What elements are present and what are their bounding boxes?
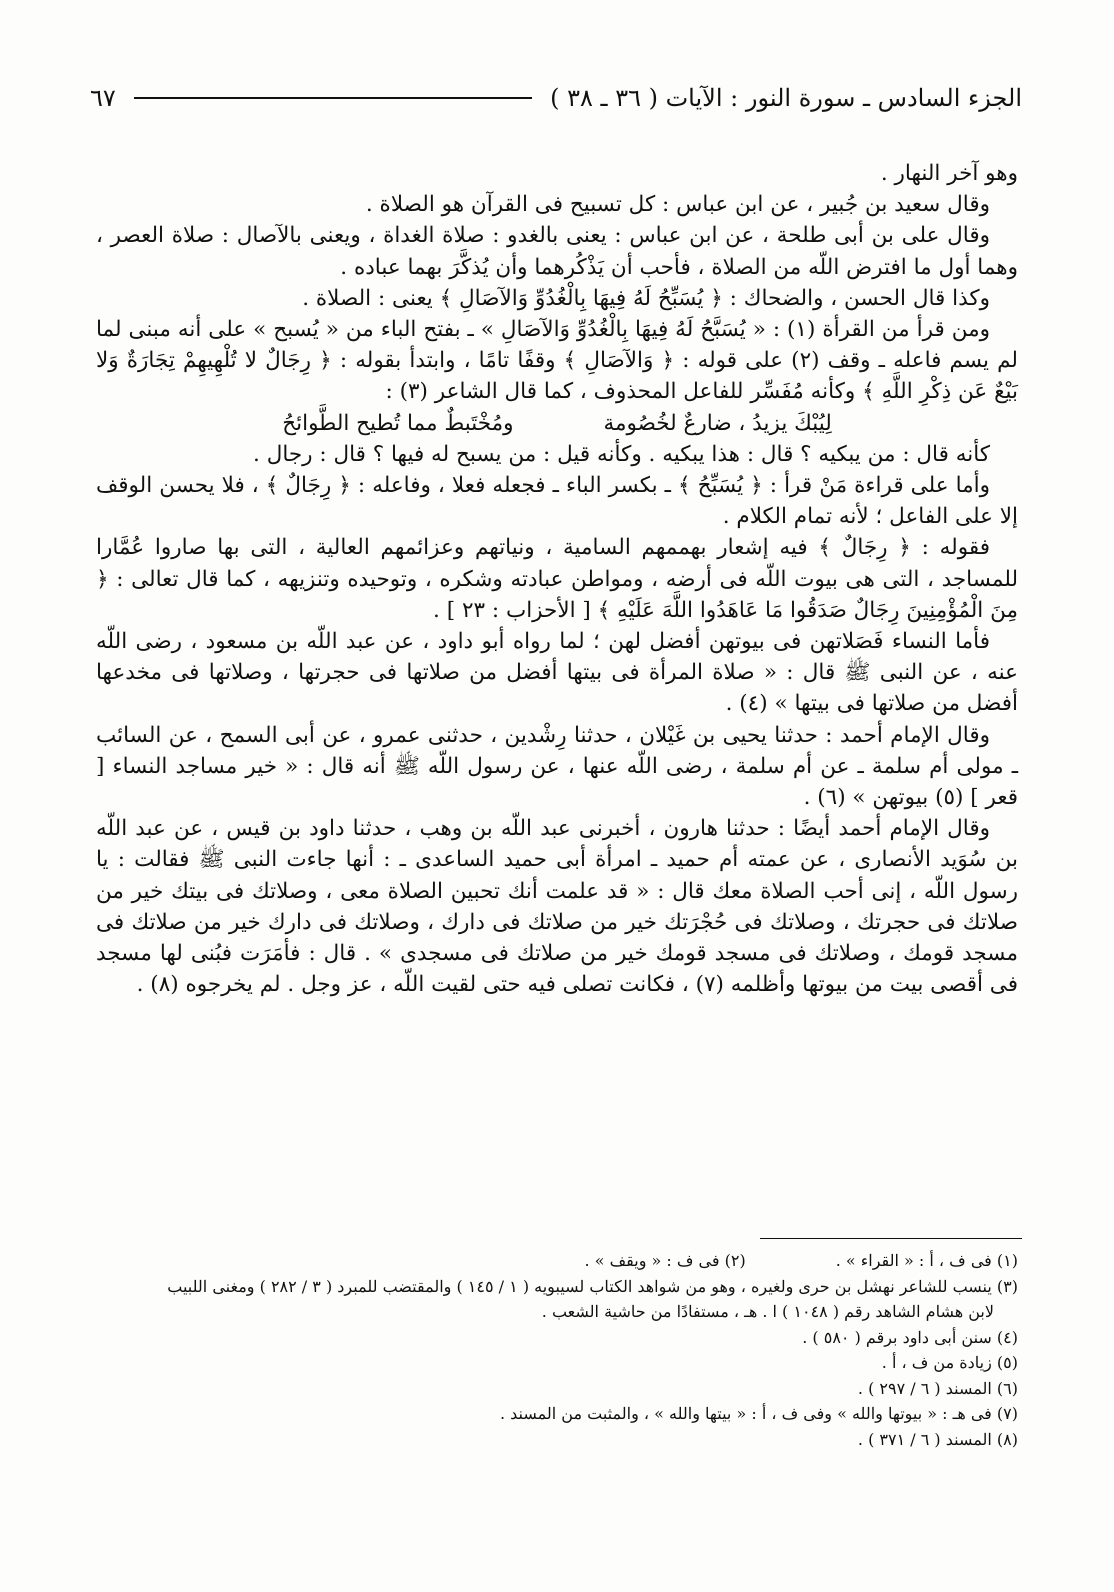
verse-second-hemistich: ومُخْتَبطٌ مما تُطيح الطَّوائحُ — [282, 410, 514, 436]
footnotes — [96, 1248, 1018, 1452]
paragraph: وهو آخر النهار . — [880, 161, 1018, 186]
paragraph: وأما على قراءة مَنْ قرأ : ﴿ يُسَبِّحُ ﴾ ـ بكسر الباء ـ فجعله فعلا ، وفاعله : ﴿ رِجَالٌ ﴾ ، فلا يحسن الوقف إلا على الفاعل ؛ لأنه تمام الكلام . — [96, 473, 1018, 530]
paragraph: وقال سعيد بن جُبير ، عن ابن عباس : كل تسبيح فى القرآن هو الصلاة . — [365, 192, 990, 218]
main-text — [96, 158, 1018, 1000]
poetry-verse — [96, 408, 1018, 439]
paragraph: وكذا قال الحسن ، والضحاك : ﴿ يُسَبِّحُ لَهُ فِيهَا بِالْغُدُوِّ وَالآصَالِ ﴾ يعنى : الصلاة . — [302, 285, 990, 311]
footnote: (٦) المسند ( ٦ / ٢٩٧ ) . — [857, 1378, 1018, 1398]
footnote: (٥) زيادة من ف ، أ . — [881, 1353, 1018, 1372]
paragraph: ومن قرأ من القرأة (١) : « يُسَبَّحُ لَهُ فِيهَا بِالْغُدُوِّ وَالآصَالِ » ـ بفتح الباء من « يُسبح » على أنه مبنى لما لم يسم فاعله ـ وقف (٢) على قوله : ﴿ وَالآصَالِ ﴾ وقفًا تامًا ، وابتدأ بقوله : ﴿ رِجَالٌ لا تُلْهِيهِمْ تِجَارَةٌ وَلا بَيْعٌ عَن ذِكْرِ اللَّهِ ﴾ وكأنه مُفَسِّر للفاعل المحذوف ، كما قال الشاعر (٣) : — [96, 317, 1018, 405]
paragraph: فقوله : ﴿ رِجَالٌ ﴾ فيه إشعار بهممهم السامية ، ونياتهم وعزائمهم العالية ، التى بها صاروا عُمَّارا للمساجد ، التى هى بيوت اللّه فى أرضه ، ومواطن عبادته وشكره ، وتوحيده وتنزيهه ، كما قال تعالى : ﴿ مِنَ الْمُؤْمِنِينَ رِجَالٌ صَدَقُوا مَا عَاهَدُوا اللَّهَ عَلَيْهِ ﴾ [ الأحزاب : ٢٣ ] . — [96, 535, 1018, 623]
paragraph: وقال الإمام أحمد أيضًا : حدثنا هارون ، أخبرنى عبد اللّه بن وهب ، حدثنا داود بن قيس ، عن عبد اللّه بن سُوَيد الأنصارى ، عن عمته أم حميد ـ امرأة أبى حميد الساعدى ـ : أنها جاءت النبى ﷺ فقالت : يا رسول اللّه ، إنى أحب الصلاة معك قال : « قد علمت أنك تحبين الصلاة معى ، وصلاتك فى بيتك خير من صلاتك فى حجرتك ، وصلاتك فى حُجْرَتك خير من صلاتك فى دارك ، وصلاتك فى دارك خير من صلاتك فى مسجد قومك ، وصلاتك فى مسجد قومك خير من صلاتك فى مسجدى » . قال : فأمَرَت فبُنى لها مسجد فى أقصى بيت من بيوتها وأظلمه (٧) ، فكانت تصلى فيه حتى لقيت اللّه ، عز وجل . لم يخرجوه (٨) . — [96, 816, 1018, 998]
footnote: (٧) فى هـ : « بيوتها والله » وفى ف ، أ : « بيتها والله » ، والمثبت من المسند . — [499, 1404, 1018, 1423]
footnote-row — [96, 1248, 1018, 1274]
footnote: (٤) سنن أبى داود برقم ( ٥٨٠ ) . — [802, 1327, 1018, 1347]
paragraph: فأما النساء فَصَلاتهن فى بيوتهن أفضل لهن ؛ لما رواه أبو داود ، عن عبد اللّه بن مسعود ، رضى اللّه عنه ، عن النبى ﷺ قال : « صلاة المرأة فى بيتها أفضل من صلاتها فى حجرتها ، وصلاتها فى مخدعها أفضل من صلاتها فى بيتها » (٤) . — [96, 629, 1018, 717]
running-title: الجزء السادس ـ سورة النور : الآيات ( ٣٦ ـ ٣٨ ) — [550, 84, 1022, 112]
paragraph: وقال على بن أبى طلحة ، عن ابن عباس : يعنى بالغدو : صلاة الغداة ، ويعنى بالآصال : صلاة العصر ، وهما أول ما افترض اللّه من الصلاة ، فأحب أن يَذْكُرهما وأن يُذكَّرَ بهما عباده . — [96, 223, 1018, 280]
page-header — [90, 78, 1022, 118]
footnote-continuation: لابن هشام الشاهد رقم ( ١٠٤٨ ) ا . هـ ، مستفادًا من حاشية الشعب . — [541, 1302, 994, 1321]
header-rule — [134, 97, 532, 99]
footnote-separator — [760, 1238, 1022, 1239]
verse-first-hemistich: لِيُبْكَ يزيدُ ، ضارعٌ لخُصُومة — [603, 410, 832, 436]
footnote: (٨) المسند ( ٦ / ٣٧١ ) . — [857, 1429, 1018, 1449]
paragraph: كأنه قال : من يبكيه ؟ قال : هذا يبكيه . وكأنه قيل : من يسبح له فيها ؟ قال : رجال . — [253, 441, 990, 467]
page-number: ٦٧ — [90, 84, 116, 112]
footnote: (٢) فى ف : « ويقف » . — [584, 1251, 746, 1270]
footnote: (١) فى ف ، أ : « القراء » . — [835, 1251, 1018, 1270]
footnote: (٣) ينسب للشاعر نهشل بن حرى ولغيره ، وهو من شواهد الكتاب لسيبويه ( ١ / ١٤٥ ) والمقتضب للمبرد ( ٣ / ٢٨٢ ) ومغنى اللبيب — [167, 1276, 1018, 1296]
paragraph: وقال الإمام أحمد : حدثنا يحيى بن غَيْلان ، حدثنا رِشْدين ، حدثنى عمرو ، عن أبى السمح ، عن السائب ـ مولى أم سلمة ـ عن أم سلمة ، رضى اللّه عنها ، عن رسول اللّه ﷺ أنه قال : « خير مساجد النساء [ قعر ] (٥) بيوتهن » (٦) . — [96, 722, 1018, 811]
